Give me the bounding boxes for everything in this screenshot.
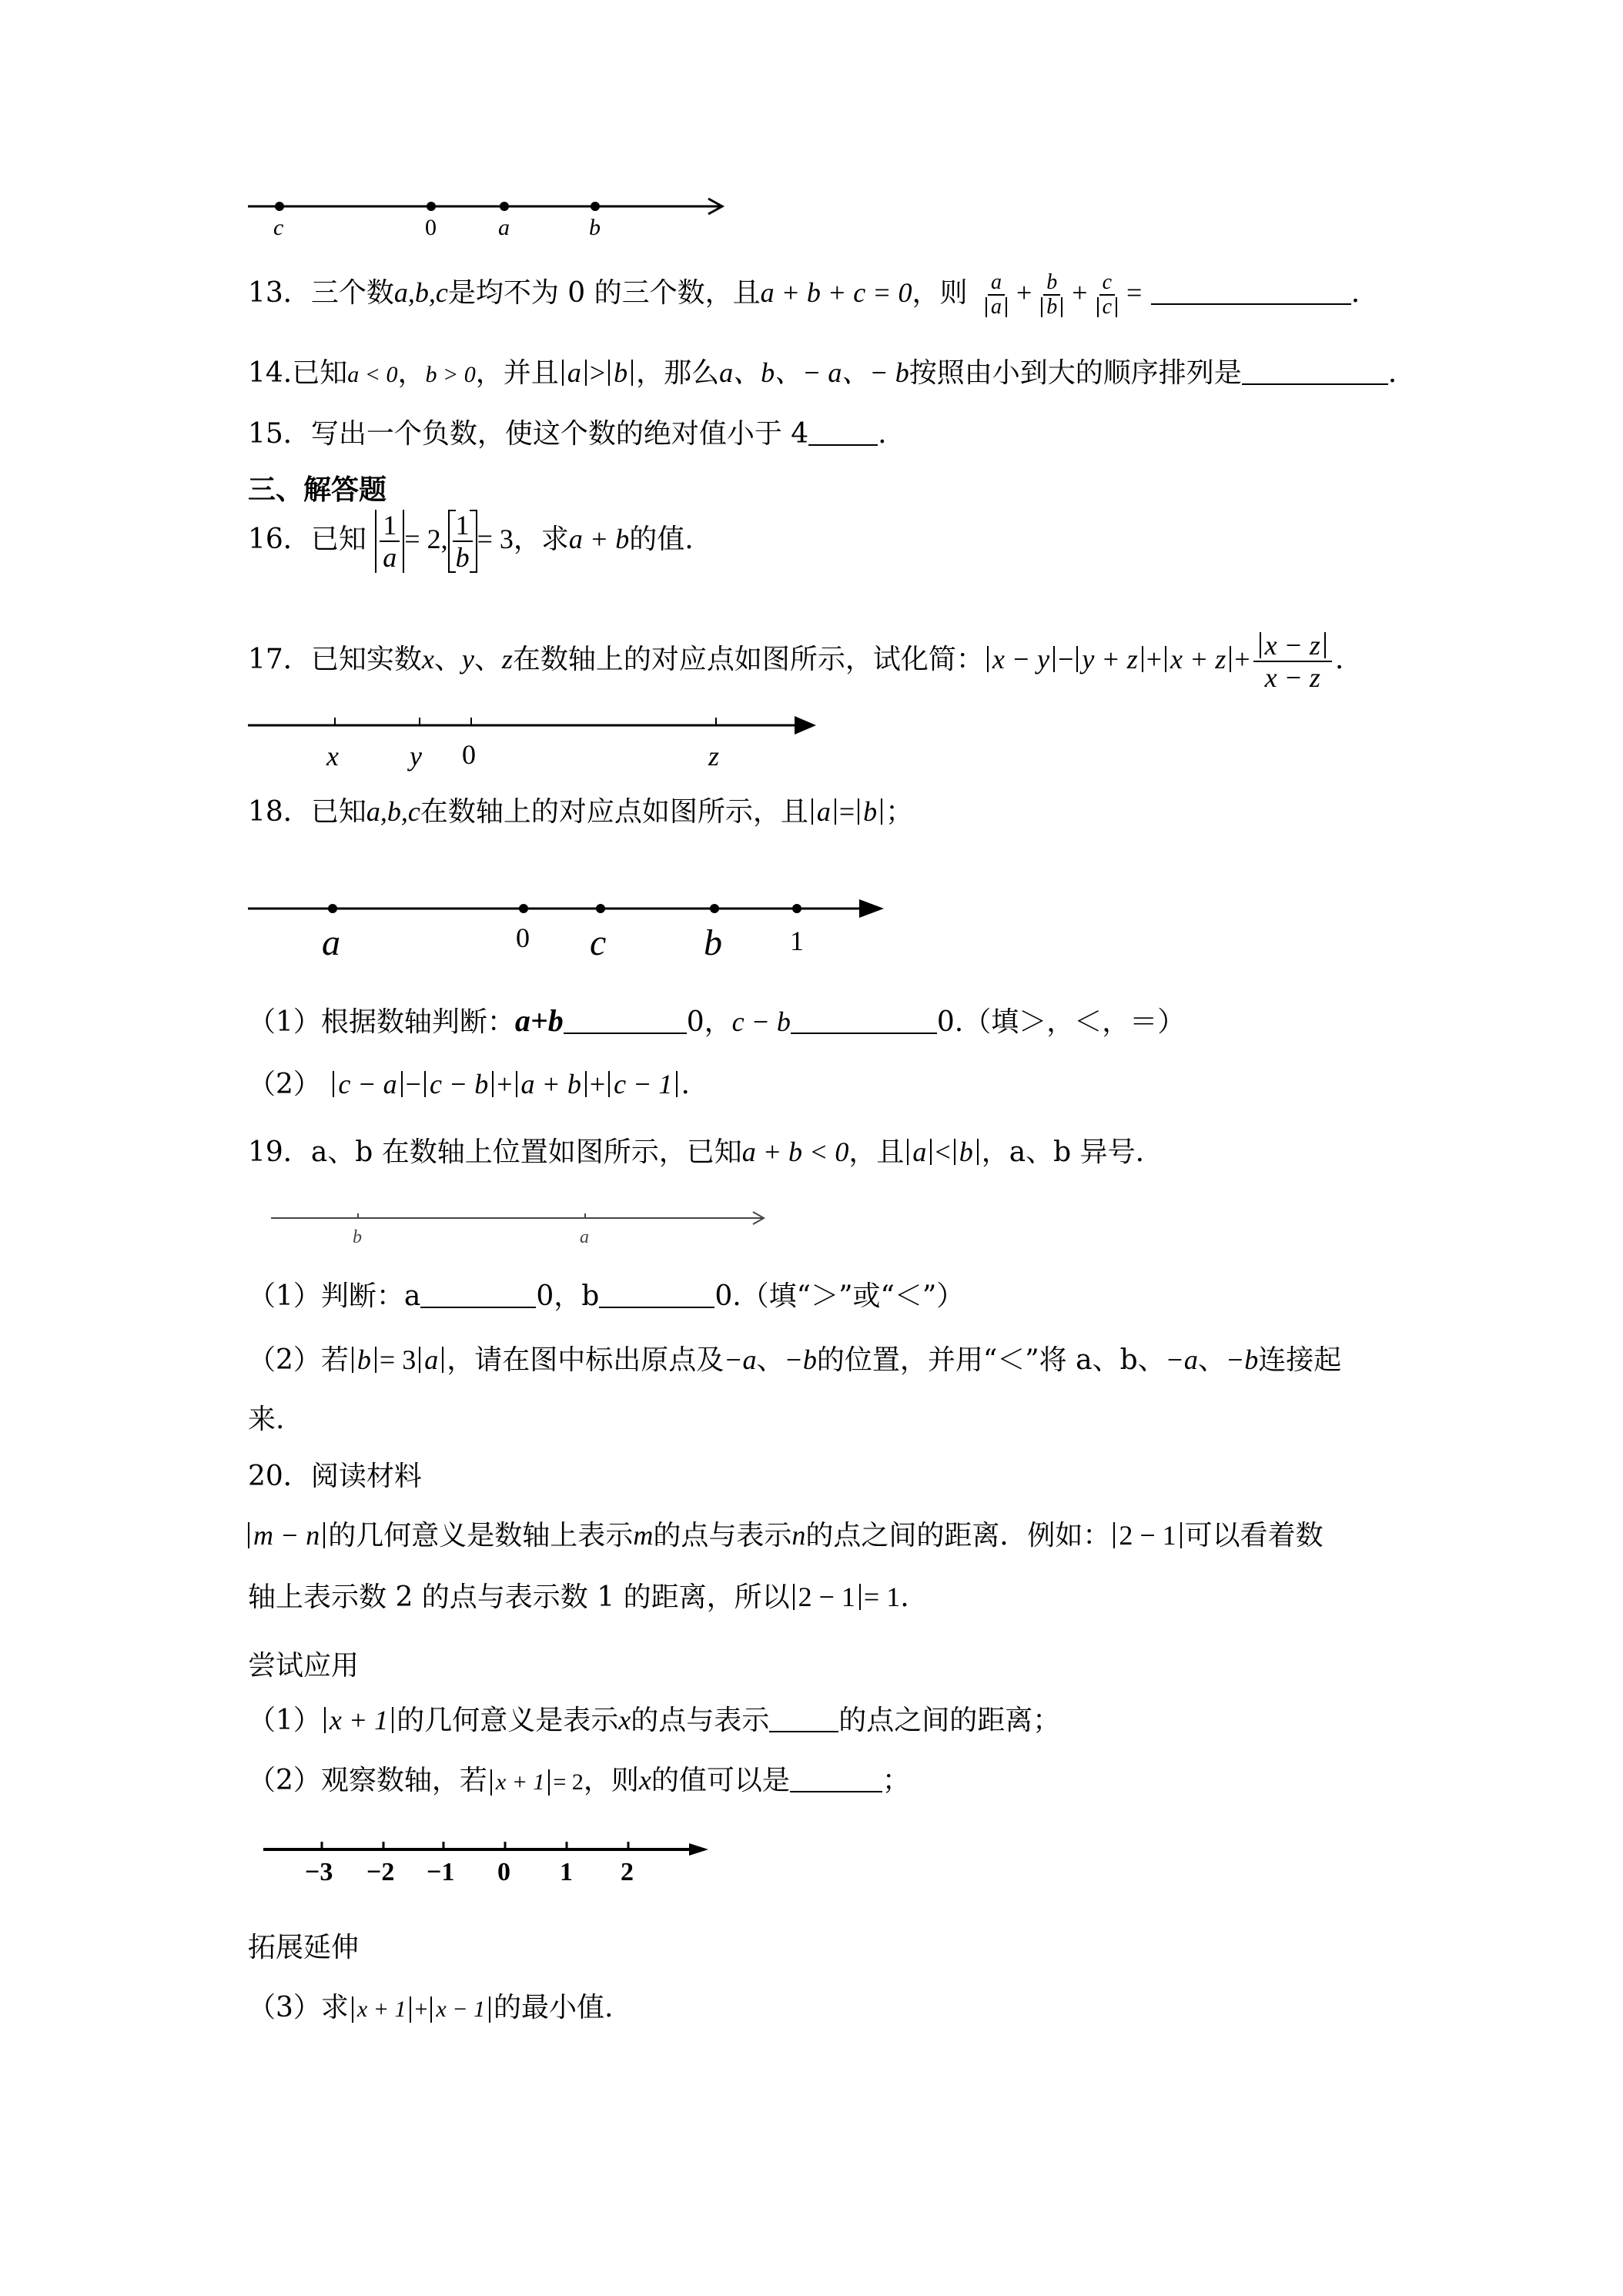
label-b: b: [704, 922, 722, 963]
math-op: +: [589, 1069, 606, 1099]
question-number: 18．: [248, 796, 311, 828]
label-c: c: [590, 922, 607, 963]
abs-expr: x + 1: [324, 1707, 393, 1733]
math-var: x: [618, 1705, 631, 1735]
axis-arrow: [795, 716, 816, 735]
math-expr: −b: [784, 1344, 817, 1375]
answer-blank[interactable]: [769, 1705, 838, 1732]
text: 在数轴上的对应点如图所示，试化简：: [512, 644, 984, 675]
numerator: 1: [380, 510, 400, 542]
abs-a: a: [812, 798, 836, 825]
math-var: m: [633, 1520, 654, 1551]
label-1: 1: [560, 1858, 573, 1886]
number-line-q19: [269, 1207, 778, 1253]
numerator: 1: [453, 510, 473, 542]
math-op: +: [1146, 644, 1163, 674]
text: 已知: [310, 796, 366, 828]
var-z: z: [501, 644, 513, 674]
denominator: b: [455, 542, 470, 573]
label-neg1: −1: [427, 1858, 455, 1886]
abs-expr: c − a: [333, 1071, 402, 1097]
answer-blank[interactable]: [599, 1280, 714, 1308]
text: .: [878, 418, 887, 450]
var-x: x: [421, 644, 434, 674]
part-number: （2）: [248, 1344, 321, 1376]
math-condition: a < 0: [347, 362, 398, 387]
point-b: [710, 904, 719, 913]
text: 、: [474, 644, 502, 675]
question-18-part-2: [248, 1066, 690, 1103]
denominator: [1035, 296, 1069, 319]
question-20-part-2: [248, 1762, 910, 1801]
abs-expr: 2 − 1: [793, 1584, 861, 1610]
math-expr: −a: [724, 1344, 757, 1375]
math-expr: a+b: [514, 1003, 564, 1038]
text: 在数轴上的对应点如图所示，且: [420, 796, 808, 828]
text: 0.（填＞，＜，＝）: [936, 1006, 1186, 1038]
denominator: a: [383, 542, 397, 573]
question-18-part-1: [248, 1002, 1185, 1041]
text: ，a、b 异号.: [981, 1136, 1145, 1168]
answer-blank[interactable]: [1151, 277, 1351, 305]
question-number: 13．: [248, 277, 311, 309]
math-expr: −a: [1165, 1344, 1198, 1375]
label-0: 0: [462, 739, 476, 770]
part-number: （1）: [248, 1280, 321, 1312]
math-op: +: [414, 1996, 428, 2022]
fraction-a: [979, 271, 1013, 319]
part-number: （1）: [248, 1006, 321, 1038]
abs-fraction: [375, 510, 404, 573]
text: 0.（填“＞”或“＜”）: [714, 1280, 965, 1312]
label-a: a: [580, 1227, 589, 1247]
text: 观察数轴，若: [320, 1765, 487, 1796]
text: .: [1334, 644, 1344, 675]
math-vars: a,b,c: [393, 277, 448, 308]
denominator: x − z: [1264, 662, 1320, 693]
question-17: [248, 630, 1344, 693]
abs-expr: m − n: [248, 1522, 325, 1548]
abs-expr: x + 1: [352, 1996, 412, 2023]
abs-b: b: [954, 1139, 979, 1165]
question-20-reading-2: [248, 1578, 909, 1616]
text: 0，b: [536, 1280, 600, 1312]
text: 、: [1197, 1344, 1226, 1376]
question-number: 16．: [248, 524, 311, 555]
question-19-part-1: [248, 1278, 964, 1315]
abs-value: b: [1041, 297, 1062, 317]
text: 、: [756, 1344, 785, 1376]
label-c: c: [273, 215, 284, 240]
try-heading: 尝试应用: [248, 1650, 360, 1682]
fraction-c: [1091, 271, 1123, 319]
abs-value: a: [986, 297, 1007, 317]
text: 按照由小到大的顺序排列是: [909, 357, 1242, 389]
math-op: +: [1234, 644, 1250, 674]
question-19-part-2: [248, 1341, 1341, 1379]
text: ，且: [848, 1136, 905, 1168]
answer-blank[interactable]: [420, 1280, 536, 1308]
fraction-b: [1035, 271, 1069, 319]
math-equation: a + b + c = 0: [760, 277, 912, 308]
text: .: [1350, 277, 1360, 309]
fraction: [453, 510, 473, 573]
denominator: [979, 296, 1013, 319]
question-19: [248, 1133, 1144, 1171]
math-list: a、b、− a、− b: [719, 357, 909, 388]
text: .: [681, 1069, 690, 1100]
abs-b: b: [608, 360, 633, 386]
question-13: 13．三个数a,b,c是均不为 0 的三个数，且a + b + c = 0，则 $\frac{a}{a}$ + $\frac{b}{b}$ + $\frac{c}{c}$ = .: [248, 270, 1360, 319]
var-y: y: [461, 644, 474, 674]
point-a: [328, 904, 337, 913]
math-var: n: [791, 1520, 806, 1551]
number-line-top: [246, 192, 739, 246]
math-equation: = 3: [477, 524, 514, 554]
math-var: x: [638, 1765, 651, 1796]
fraction: [380, 510, 400, 573]
question-20-reading-1: [248, 1517, 1323, 1555]
answer-blank[interactable]: [808, 418, 878, 446]
answer-blank[interactable]: [791, 1006, 937, 1034]
text: ，求: [513, 524, 569, 555]
math-expr: −b: [1225, 1344, 1259, 1375]
abs-a: a: [907, 1139, 932, 1165]
text: 0，: [686, 1006, 732, 1038]
question-number: 20．: [248, 1461, 311, 1492]
label-x: x: [326, 741, 339, 771]
answer-blank[interactable]: [790, 1765, 882, 1792]
section-heading: 三、解答题: [248, 474, 387, 506]
label-a: a: [498, 215, 510, 240]
question-18: [248, 793, 913, 831]
text: ，并且: [475, 357, 559, 389]
question-number: 19．: [248, 1136, 311, 1168]
bracket-fraction: [448, 510, 477, 573]
question-14: 14.已知a < 0，b > 0，并且 a > b ，那么a、b、− a、− b按照由小到大的顺序排列是 .: [248, 357, 1397, 389]
math-op: = 3: [379, 1344, 417, 1375]
text: 、: [433, 644, 462, 675]
math-expr: = 1: [863, 1581, 901, 1612]
point-0: [427, 202, 436, 211]
text: 的点之间的距离．例如：: [805, 1520, 1111, 1551]
abs-expr: c − 1: [608, 1071, 678, 1097]
text: 根据数轴判断：: [320, 1006, 515, 1038]
text: 求: [320, 1992, 349, 2023]
text: 阅读材料: [310, 1461, 422, 1492]
text: 的几何意义是数轴上表示: [328, 1520, 634, 1551]
part-number: （1）: [248, 1705, 321, 1736]
text: a、b 在数轴上位置如图所示，已知: [310, 1136, 742, 1168]
question-number: 15．: [248, 418, 311, 450]
abs-expr: 2 − 1: [1113, 1522, 1181, 1548]
abs-a: a: [562, 360, 587, 386]
question-20-title: [248, 1458, 422, 1495]
label-0: 0: [425, 215, 437, 240]
question-number: 14.: [248, 357, 293, 389]
number-line-q20: [262, 1836, 724, 1889]
math-op: −: [405, 1069, 421, 1099]
numerator: a: [988, 271, 1005, 296]
abs-expr: a + b: [516, 1071, 587, 1097]
text: 已知: [310, 524, 366, 555]
text: 的点之间的距离；: [838, 1705, 1061, 1736]
label-b: b: [589, 215, 601, 240]
question-19-part-2-cont: 来.: [248, 1404, 285, 1435]
point-a: [500, 202, 509, 211]
text: ；: [885, 796, 914, 828]
math-equation: = 2,: [404, 524, 448, 554]
label-a: a: [322, 922, 340, 963]
abs-a: a: [419, 1347, 443, 1373]
text: 的位置，并用“＜”将 a、b、: [816, 1344, 1166, 1376]
question-16: [248, 510, 694, 573]
part-number: （2）: [248, 1765, 321, 1796]
math-op: >: [589, 357, 606, 388]
label-0: 0: [516, 922, 530, 953]
text: 轴上表示数 2 的点与表示数 1 的距离，所以: [248, 1581, 790, 1613]
part-number: （2）: [248, 1069, 321, 1100]
question-number: 17．: [248, 644, 311, 675]
abs-expr: c − b: [424, 1071, 494, 1097]
text: 三个数: [310, 277, 394, 309]
text: 的点与表示: [653, 1520, 792, 1551]
label-1: 1: [790, 925, 804, 956]
question-20-part-1: [248, 1702, 1060, 1739]
math-op: −: [1058, 644, 1074, 674]
abs-expr: x + 1: [490, 1769, 550, 1796]
label-0: 0: [497, 1858, 510, 1886]
text: 的值可以是: [651, 1765, 790, 1796]
text: .: [1387, 357, 1397, 389]
text: 的几何意义是表示: [397, 1705, 619, 1736]
answer-blank[interactable]: [1242, 357, 1388, 385]
text: 的最小值.: [493, 1992, 614, 2023]
abs-expr: x + z: [1165, 646, 1231, 672]
number-line-q18: [246, 893, 893, 962]
text: 的值.: [629, 524, 694, 555]
text: ，那么: [636, 357, 720, 389]
label-z: z: [708, 741, 720, 771]
text: 若: [320, 1344, 349, 1376]
axis-arrow: [689, 1843, 708, 1856]
math-op: =: [838, 796, 855, 827]
denominator: [1091, 296, 1123, 319]
label-neg3: −3: [305, 1858, 333, 1886]
label-b: b: [353, 1227, 362, 1247]
math-expr: = 2: [553, 1769, 584, 1795]
math-expr: a + b: [568, 524, 630, 554]
text: 已知实数: [310, 644, 422, 675]
math-vars: a,b,c: [366, 796, 420, 827]
number-line-q17: [246, 710, 832, 771]
question-20-part-3: [248, 1990, 613, 2028]
numerator: c: [1099, 271, 1115, 296]
label-neg2: −2: [366, 1858, 395, 1886]
text: 已知: [292, 357, 348, 389]
math-condition: b > 0: [425, 362, 476, 387]
extension-heading: 拓展延伸: [248, 1932, 360, 1963]
text: 的点与表示: [631, 1705, 770, 1736]
answer-blank[interactable]: [564, 1006, 687, 1034]
text: 是均不为 0 的三个数，且: [447, 277, 761, 309]
label-y: y: [410, 741, 422, 771]
numerator: [1253, 630, 1332, 662]
text: 判断：a: [320, 1280, 421, 1312]
text: 可以看着数: [1184, 1520, 1323, 1551]
text: ，则: [583, 1765, 639, 1796]
question-15: [248, 416, 887, 453]
math-op: +: [497, 1069, 513, 1099]
text: 写出一个负数，使这个数的绝对值小于 4: [310, 418, 809, 450]
text: ，请在图中标出原点及: [447, 1344, 724, 1376]
label-2: 2: [621, 1858, 634, 1886]
abs-value: c: [1097, 297, 1117, 317]
point-1: [792, 904, 801, 913]
abs-expr: x − z: [1260, 632, 1326, 658]
abs-expr: y + z: [1076, 646, 1143, 672]
numerator: b: [1043, 271, 1060, 296]
point-c: [275, 202, 284, 211]
text: .: [900, 1581, 909, 1613]
text: 连接起: [1258, 1344, 1342, 1376]
abs-b: b: [352, 1347, 376, 1373]
abs-expr: x − 1: [430, 1996, 490, 2023]
math-op: <: [935, 1136, 951, 1167]
point-c: [596, 904, 605, 913]
point-b: [591, 202, 600, 211]
text: ；: [882, 1765, 910, 1796]
point-0: [519, 904, 528, 913]
math-expr: c − b: [731, 1006, 791, 1037]
fraction: [1253, 630, 1332, 693]
axis-arrow: [859, 899, 884, 918]
abs-expr: x − y: [987, 646, 1055, 672]
math-condition: a + b < 0: [741, 1136, 849, 1167]
part-number: （3）: [248, 1992, 321, 2023]
text: ，则: [912, 277, 968, 309]
abs-b: b: [858, 798, 882, 825]
equals: =: [1126, 277, 1143, 308]
